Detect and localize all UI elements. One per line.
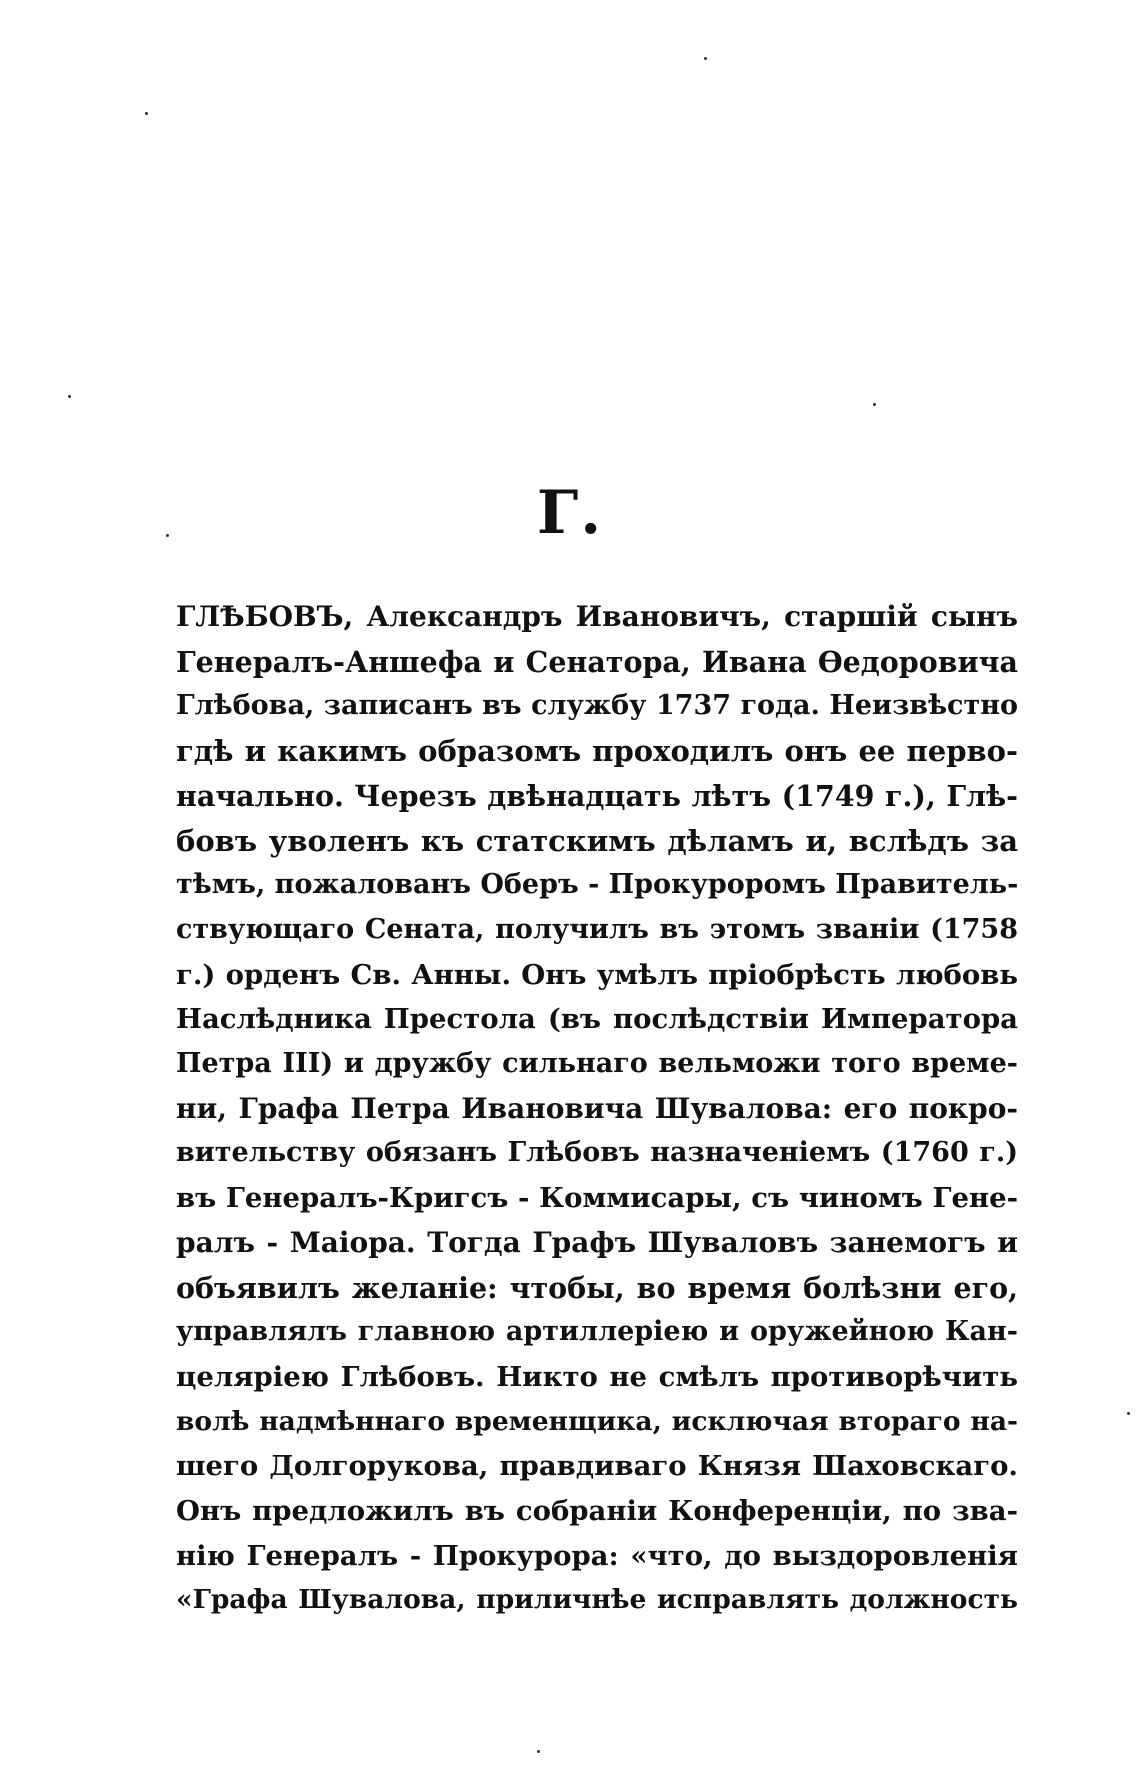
text-line: гдѣ и какимъ образомъ проходилъ онъ ее перво- (176, 734, 1018, 769)
scan-speck (704, 57, 707, 60)
scan-speck (68, 395, 71, 398)
text-line: ГЛѢБОВЪ, Александръ Ивановичъ, старшій сынъ (176, 600, 1018, 633)
text-line: начально. Черезъ двѣнадцать лѣтъ (1749 г.), Глѣ- (176, 778, 1018, 813)
text-line: Глѣбова, записанъ въ службу 1737 года. Неизвѣстно (176, 690, 1018, 722)
text-line: тѣмъ, пожалованъ Оберъ - Прокуроромъ Правитель- (176, 869, 1019, 901)
body-paragraph (176, 595, 1018, 1623)
section-letter: Г. (536, 478, 604, 548)
scan-speck (166, 534, 169, 537)
text-line: Генералъ-Аншефа и Сенатора, Ивана Ѳедоровича (176, 644, 1018, 679)
scan-speck (873, 403, 876, 406)
text-line: ствующаго Сената, получилъ въ этомъ званіи (1758 (176, 913, 1018, 945)
text-line: вительству обязанъ Глѣбовъ назначеніемъ (1760 г.) (176, 1137, 1018, 1169)
text-line: нію Генералъ - Прокурора: «что, до выздоровленія (176, 1539, 1018, 1572)
text-line: Петра III) и дружбу сильнаго вельможи того време- (176, 1048, 1018, 1080)
text-line: «Графа Шувалова, приличнѣе исправлять должность (176, 1584, 1018, 1616)
text-line: объявилъ желаніе: чтобы, во время болѣзни его, (176, 1270, 1018, 1305)
text-line: Наслѣдника Престола (въ послѣдствіи Императора (176, 1003, 1018, 1036)
text-line: въ Генералъ-Кригсъ - Коммисары, съ чиномъ Гене- (176, 1182, 1018, 1215)
text-line: бовъ уволенъ къ статскимъ дѣламъ и, вслѣдъ за (176, 823, 1018, 858)
scan-speck (145, 112, 148, 115)
text-line: ни, Графа Петра Ивановича Шувалова: его покро- (176, 1091, 1018, 1125)
text-line: Онъ предложилъ въ собраніи Конференціи, по зва- (176, 1495, 1018, 1528)
scan-speck (537, 1750, 540, 1753)
text-line: волѣ надмѣннаго временщика, исключая втораго на- (176, 1405, 1018, 1437)
text-line: целяріею Глѣбовъ. Никто не смѣлъ противорѣчить (176, 1360, 1018, 1393)
text-line: ралъ - Маіора. Тогда Графъ Шуваловъ занемогъ и (176, 1225, 1018, 1259)
text-line: г.) орденъ Св. Анны. Онъ умѣлъ пріобрѣсть любовь (176, 958, 1018, 991)
scan-speck (1127, 1412, 1130, 1415)
text-line: управлялъ главною артиллеріею и оружейною Кан- (176, 1316, 1018, 1348)
text-line: шего Долгорукова, правдиваго Князя Шаховскаго. (176, 1450, 1018, 1483)
